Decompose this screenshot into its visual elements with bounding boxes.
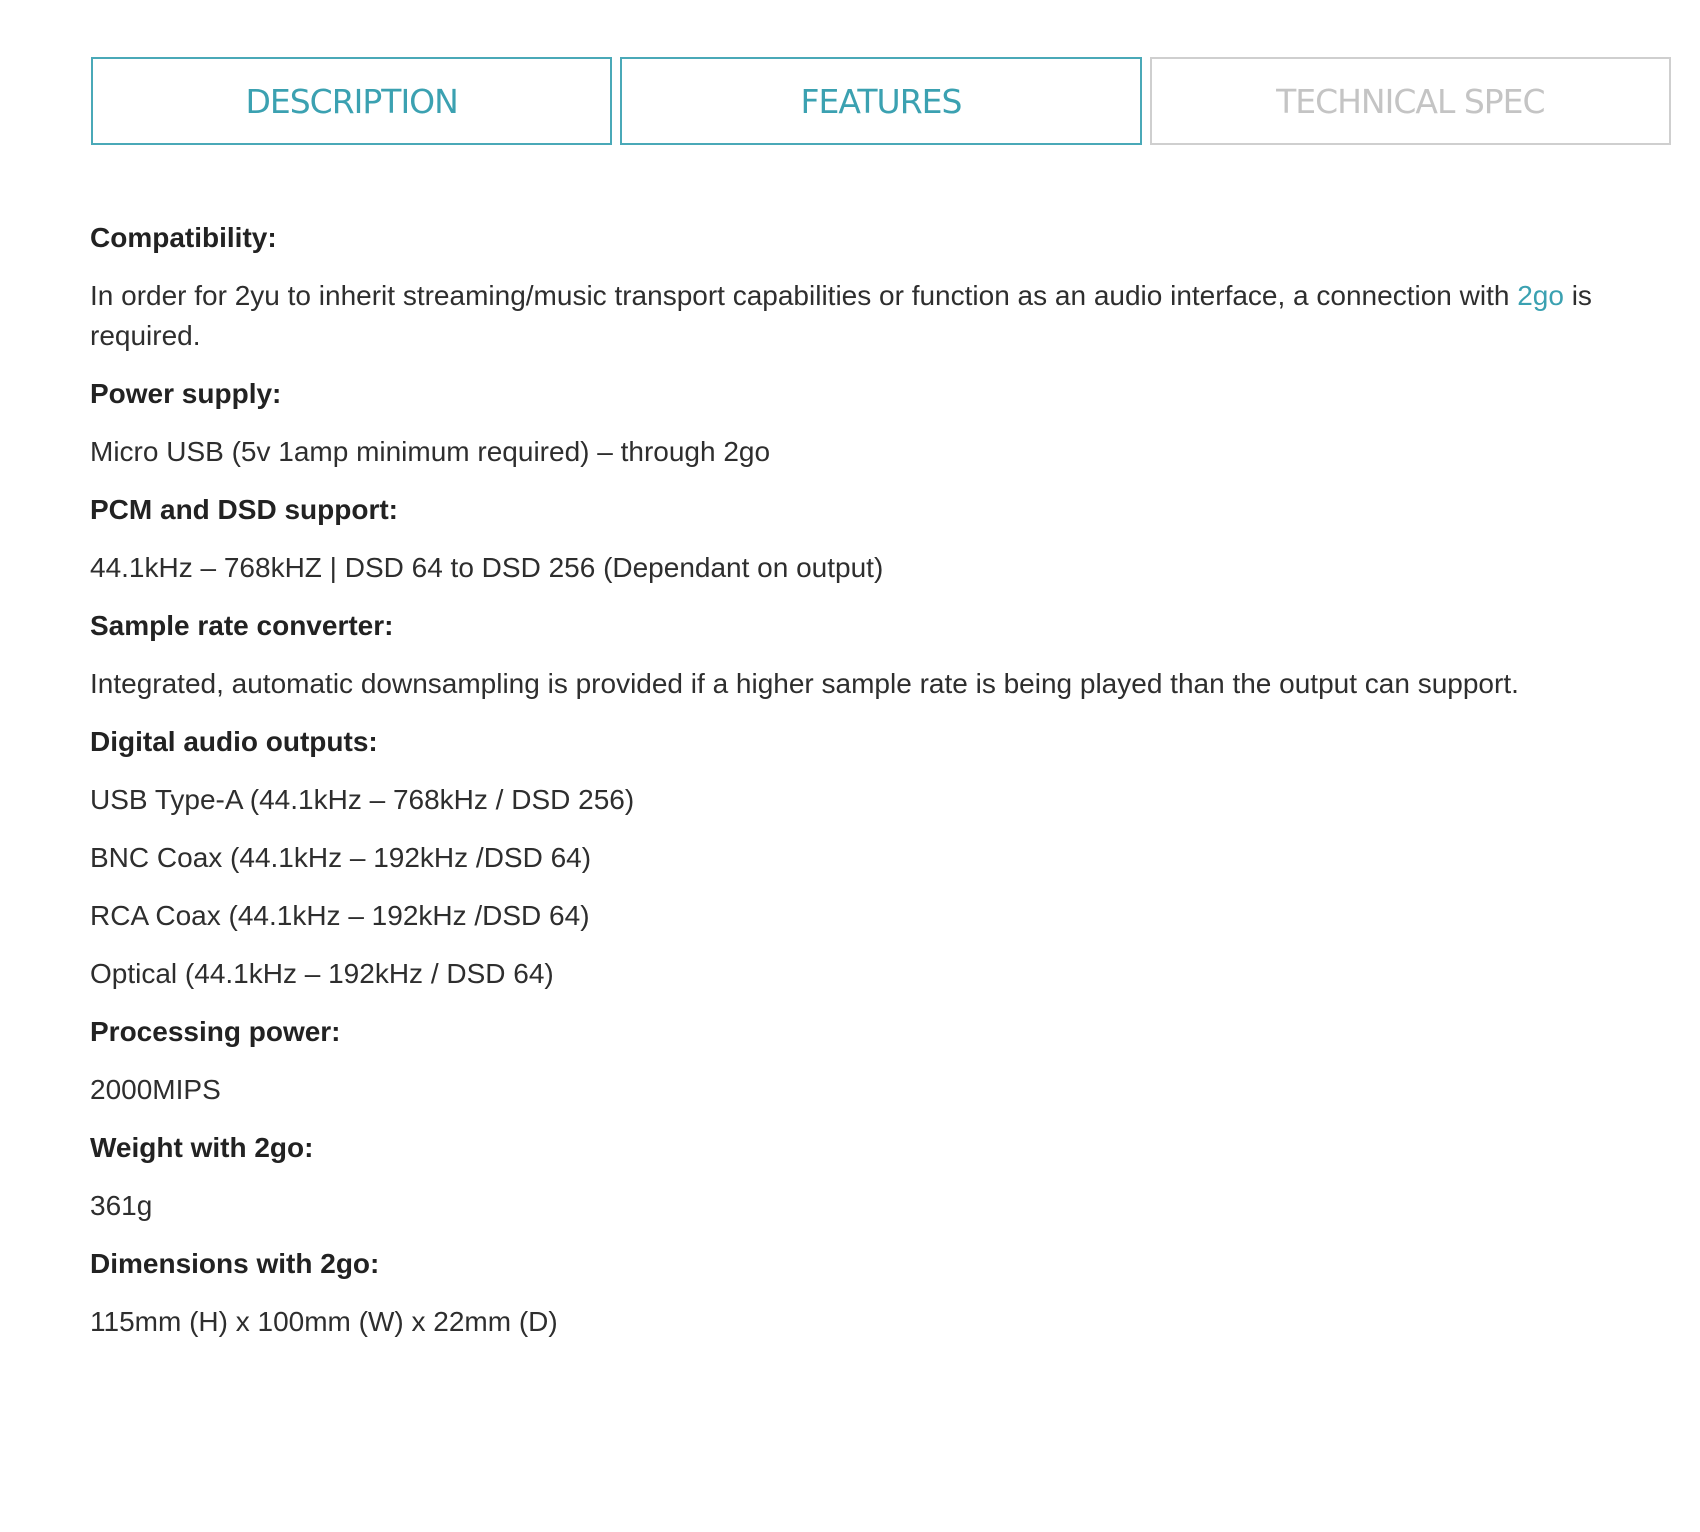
compatibility-text-after: is required. (90, 280, 1592, 351)
digital-output-usb: USB Type-A (44.1kHz – 768kHz / DSD 256) (90, 784, 635, 815)
weight-value: 361g (90, 1190, 153, 1221)
dimensions-value: 115mm (H) x 100mm (W) x 22mm (D) (90, 1306, 558, 1337)
processing-power-heading: Processing power: (90, 1016, 341, 1047)
digital-output-bnc: BNC Coax (44.1kHz – 192kHz /DSD 64) (90, 842, 592, 873)
tab-technical-spec[interactable]: TECHNICAL SPEC (1150, 57, 1671, 145)
power-supply-heading: Power supply: (90, 378, 282, 409)
dimensions-heading: Dimensions with 2go: (90, 1248, 380, 1279)
processing-power-value: 2000MIPS (90, 1074, 221, 1105)
digital-outputs-heading: Digital audio outputs: (90, 726, 378, 757)
tab-features[interactable]: FEATURES (620, 57, 1141, 145)
tab-bar (91, 57, 1671, 145)
digital-output-rca: RCA Coax (44.1kHz – 192kHz /DSD 64) (90, 900, 590, 931)
tab-description[interactable]: DESCRIPTION (91, 57, 612, 145)
pcm-dsd-value: 44.1kHz – 768kHZ | DSD 64 to DSD 256 (Dependant on output) (90, 552, 884, 583)
sample-rate-heading: Sample rate converter: (90, 610, 394, 641)
pcm-dsd-heading: PCM and DSD support: (90, 494, 398, 525)
technical-spec-content (90, 218, 1610, 1360)
compatibility-text-before: In order for 2yu to inherit streaming/music transport capabilities or function as an audio interface, a connection with (90, 280, 1518, 311)
compatibility-text (90, 276, 1610, 356)
compatibility-heading: Compatibility: (90, 222, 277, 253)
digital-output-optical: Optical (44.1kHz – 192kHz / DSD 64) (90, 958, 554, 989)
power-supply-value: Micro USB (5v 1amp minimum required) – through 2go (90, 436, 771, 467)
sample-rate-value: Integrated, automatic downsampling is provided if a higher sample rate is being played than the output can support. (90, 668, 1519, 699)
weight-heading: Weight with 2go: (90, 1132, 314, 1163)
2go-link[interactable]: 2go (1517, 280, 1564, 311)
